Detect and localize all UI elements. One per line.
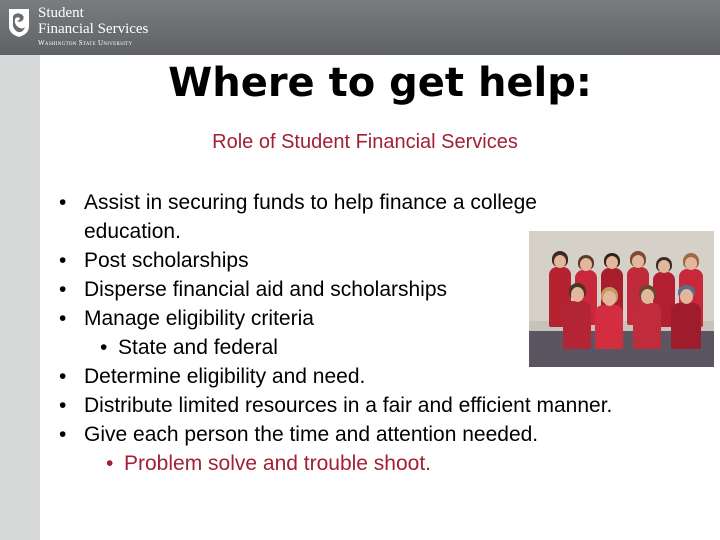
left-decorative-band — [0, 55, 40, 540]
logo-line-university: Washington State University — [38, 39, 133, 47]
bullet-item: • Post scholarships — [56, 246, 616, 275]
bullet-item: • Give each person the time and attention needed. — [56, 420, 616, 449]
logo-line-student: Student — [38, 5, 84, 21]
sub-bullet-item: • State and federal — [56, 333, 616, 362]
bullet-item: • Manage eligibility criteria — [56, 304, 616, 333]
logo-line-financial-services: Financial Services — [38, 21, 149, 37]
bullet-item: • Disperse financial aid and scholarships — [56, 275, 616, 304]
header-bar — [0, 0, 720, 55]
bullet-item: • Distribute limited resources in a fair and efficient manner. — [56, 391, 616, 420]
slide-subtitle: Role of Student Financial Services — [212, 131, 518, 153]
sub-bullet-item-highlight: • Problem solve and trouble shoot. — [56, 449, 616, 478]
wsu-sfs-logo — [8, 6, 148, 52]
bullet-item: • Determine eligibility and need. — [56, 362, 616, 391]
cougar-crest-icon — [8, 8, 30, 38]
team-photo — [529, 231, 714, 367]
bullet-item: • Assist in securing funds to help finance a college education. — [56, 188, 616, 246]
slide-title: Where to get help: — [168, 60, 592, 106]
